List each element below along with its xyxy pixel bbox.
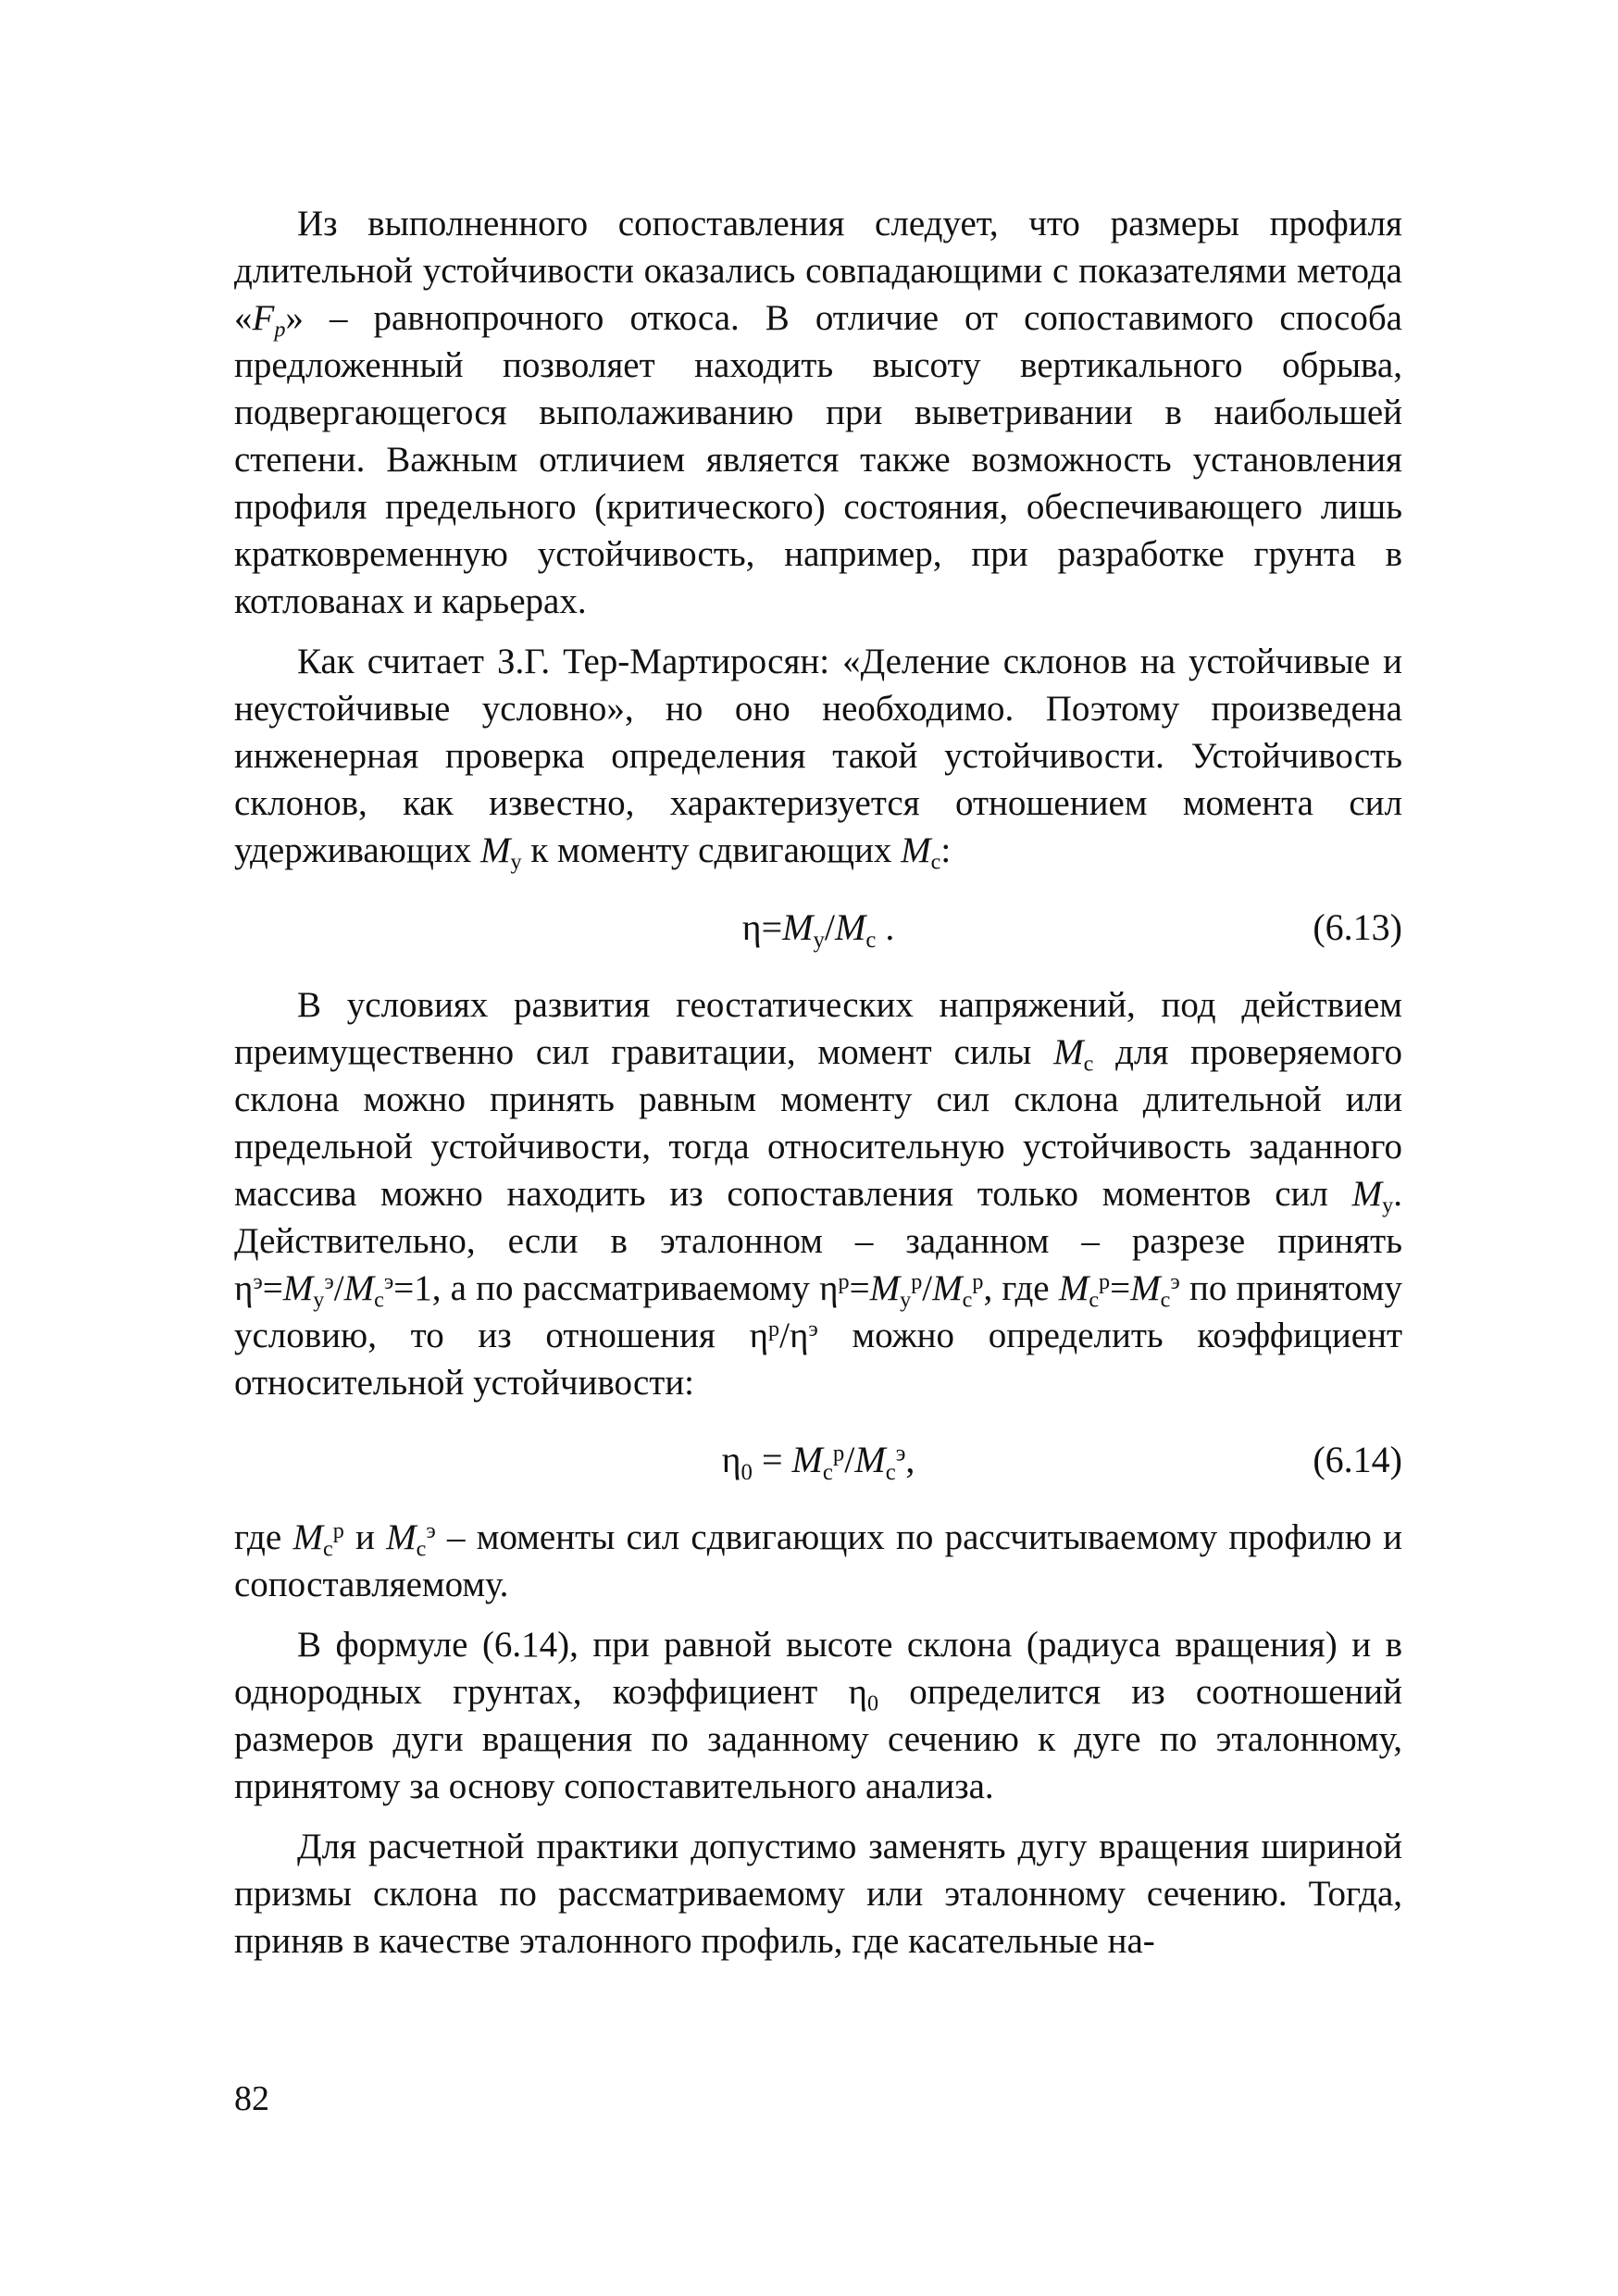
paragraph-1 [234,200,1402,625]
inline-formula-eta-p: $\eta^р=M_у^р/M_с^р$ [819,1268,984,1313]
paragraph-text: и [355,1517,375,1557]
inline-formula-mp-me: $M_с^р=M_с^э$ [1058,1268,1180,1313]
paragraph-2 [234,638,1402,874]
inline-formula-eta-e: $\eta^э=M_у^э/M_с^э=1$ [234,1268,432,1313]
paragraph-4: где $M_с^р$ и $M_с^э$ – моменты сил сдвигающих по рассчитываемому профилю и сопоставляемому. [234,1517,1403,1604]
paragraph-text: В формуле (6.14), при равной высоте склона (радиуса вращения) и в однородных грунтах, коэффициент [234,1625,1402,1712]
paragraph-text: можно определить коэффициент относительной устойчивости: [234,1316,1403,1403]
sub-y: у [510,849,522,875]
paragraph-5: В формуле (6.14), при равной высоте склона (радиуса вращения) и в однородных грунтах, коэффициент $\eta_0$ определится из соотношений размеров дуги вращения по заданному сечению к дуге по эталонному, принятому за основу сопоставительного анализа. [234,1625,1402,1806]
symbol-M: M [901,830,931,870]
paragraph-text: для проверяемого склона можно принять равным моменту сил склона длительной или предельной устойчивости, тогда относительную устойчивость заданного массива можно находить из сопоставления только моментов сил [234,1032,1402,1214]
page-number: 82 [234,2079,269,2118]
paragraph-text: » – равнопрочного откоса. В отличие от сопоставимого способа предложенный позволяет находить высоту вертикального обрыва, подвергающегося выполаживанию при выветривании в наибольшей степени. Важным отличием является также возможность установления профиля предельного (критического) состояния, обеспечивающего лишь кратковременную устойчивость, например, при разработке грунта в котлованах и карьерах. [234,298,1402,621]
equation-number: (6.14) [1313,1439,1402,1480]
paragraph-text: Как считает З.Г. Тер-Мартиросян: «Деление склонов на устойчивые и неустойчивые условно», но оно необходимо. Поэтому произведена инженерная проверка определения такой устойчивости. Устойчивость склонов, как известно, характеризуется отношением момента сил удерживающих [234,642,1402,870]
equation-number: (6.13) [1313,906,1402,948]
paragraph-text: . Действительно, если в эталонном – заданном – разрезе принять [234,1174,1403,1261]
body-text [234,200,1402,1965]
paragraph-6: Для расчетной практики допустимо заменять дугу вращения шириной призмы склона по рассматриваемому или эталонному сечению. Тогда, приняв в качестве эталонного профиль, где касательные на- [234,1827,1402,1961]
paragraph-text: , а по рассматриваемому [431,1268,810,1308]
symbol-M: M [480,830,511,870]
sub-c: с [930,849,941,875]
formula-6-13 [234,896,1402,959]
paragraph-text: – моменты сил сдвигающих по рассчитываемому профилю и сопоставляемому. [234,1517,1403,1604]
paragraph-text: к моменту сдвигающих [530,830,892,870]
formula-expression: $\eta_0 = M_с^р/M_с^э$, [721,1439,915,1485]
paragraph-3: В условиях развития геостатических напряжений, под действием преимущественно сил гравитации, момент силы $M_с$ для проверяемого склона можно принять равным моменту сил склона длительной или предельной устойчивости, тогда относительную устойчивость заданного массива можно находить из сопоставления только моментов сил $M_у$. Действительно, если в эталонном – заданном – разрезе принять $\eta^э=M_у^э/M_с^э=1$, а по рассматриваемому $\eta^р=M_у^р/M_с^р$, где $M_с^р=M_с^э$ по принятому условию, то из отношения $\eta^р/\eta^э$ можно определить коэффициент относительной устойчивости: [234,985,1403,1403]
inline-formula-ratio: $\eta^р/\eta^э$ [749,1316,818,1355]
paragraph-text: , где [983,1268,1050,1308]
symbol-F: F [252,298,275,338]
paragraph-text: определится из соотношений размеров дуги вращения по заданному сечению к дуге по эталонному, принятому за основу сопоставительного анализа. [234,1672,1402,1806]
paragraph-text: Из выполненного сопоставления следует, что размеры профиля длительной устойчивости оказались совпадающими с показателями метода « [234,204,1402,338]
paragraph-text: где [234,1517,282,1557]
paragraph-text: В условиях развития геостатических напряжений, под действием преимущественно сил гравитации, момент силы [234,985,1402,1072]
symbol-p-sub: p [274,317,286,343]
formula-6-14 [234,1429,1402,1491]
paragraph-text: : [940,830,952,870]
paragraph-text: по принятому условию, то из отношения [234,1268,1403,1355]
formula-expression: $\eta=M_у/M_с$ . [741,906,895,953]
